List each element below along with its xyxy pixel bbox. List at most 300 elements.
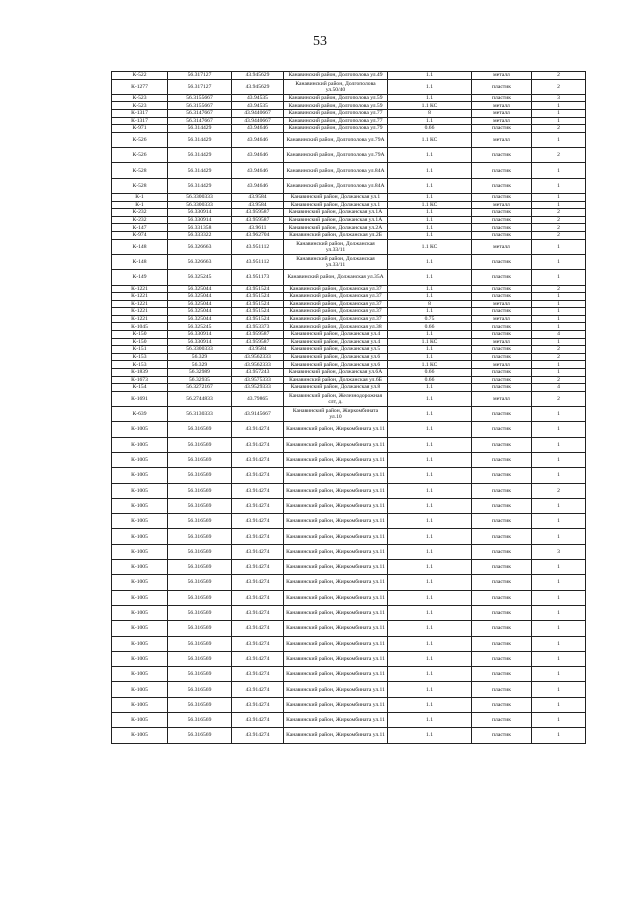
material-cell: пластик — [472, 636, 532, 651]
container-id-cell: К-1005 — [112, 483, 168, 498]
container-id-cell: К-1317 — [112, 117, 168, 125]
latitude-cell: 56.3300333 — [168, 346, 232, 354]
container-id-cell: К-639 — [112, 407, 168, 422]
table-row — [112, 621, 586, 636]
latitude-cell: 56.316569 — [168, 422, 232, 437]
longitude-cell: 43.914274 — [232, 529, 284, 544]
latitude-cell: 56.325044 — [168, 293, 232, 301]
registry-table-container — [111, 71, 585, 744]
longitude-cell: 43.9584 — [232, 194, 284, 202]
volume-cell: 1.1 — [388, 270, 472, 285]
latitude-cell: 56.3300333 — [168, 194, 232, 202]
count-cell: 4 — [532, 384, 586, 392]
address-cell: Канавинский район, Должанская ул.1А — [284, 209, 388, 217]
address-cell: Канавинский район, Жиркомбината ул.11 — [284, 575, 388, 590]
count-cell: 1 — [532, 651, 586, 666]
container-id-cell: К-1005 — [112, 713, 168, 728]
table-row — [112, 110, 586, 118]
table-row — [112, 422, 586, 437]
material-cell: пластик — [472, 697, 532, 712]
table-row — [112, 391, 586, 406]
container-id-cell: К-1005 — [112, 697, 168, 712]
longitude-cell: 43.959587 — [232, 209, 284, 217]
address-cell: Канавинский район, Долгополова ул.79А — [284, 148, 388, 163]
container-id-cell: К-1317 — [112, 110, 168, 118]
container-id-cell: К-153 — [112, 361, 168, 369]
longitude-cell: 43.914274 — [232, 560, 284, 575]
table-row — [112, 79, 586, 94]
count-cell: 1 — [532, 361, 586, 369]
volume-cell: 1.1 — [388, 560, 472, 575]
material-cell: пластик — [472, 232, 532, 240]
material-cell: пластик — [472, 178, 532, 193]
count-cell: 2 — [532, 353, 586, 361]
count-cell: 1 — [532, 529, 586, 544]
count-cell: 2 — [532, 376, 586, 384]
longitude-cell: 43.9584 — [232, 201, 284, 209]
latitude-cell: 56.316569 — [168, 621, 232, 636]
material-cell: пластик — [472, 483, 532, 498]
longitude-cell: 43.9440667 — [232, 110, 284, 118]
container-id-cell: К-528 — [112, 178, 168, 193]
container-id-cell: К-1839 — [112, 369, 168, 377]
address-cell: Канавинский район, Должанская ул.37 — [284, 300, 388, 308]
material-cell: пластик — [472, 422, 532, 437]
table-row — [112, 437, 586, 452]
count-cell: 2 — [532, 232, 586, 240]
container-id-cell: К-147 — [112, 224, 168, 232]
table-row — [112, 453, 586, 468]
container-id-cell: К-150 — [112, 331, 168, 339]
latitude-cell: 56.329 — [168, 361, 232, 369]
longitude-cell: 43.9575333 — [232, 376, 284, 384]
volume-cell: 1.1 КС — [388, 239, 472, 254]
longitude-cell: 43.951112 — [232, 254, 284, 269]
longitude-cell: 43.94646 — [232, 148, 284, 163]
latitude-cell: 56.316569 — [168, 544, 232, 559]
table-row — [112, 514, 586, 529]
count-cell: 1 — [532, 293, 586, 301]
latitude-cell: 56.330914 — [168, 331, 232, 339]
count-cell: 1 — [532, 194, 586, 202]
address-cell: Канавинский район, Долгополова ул.59 — [284, 102, 388, 110]
table-row — [112, 270, 586, 285]
container-id-cell: К-1005 — [112, 544, 168, 559]
volume-cell: 1.1 — [388, 682, 472, 697]
latitude-cell: 56.326663 — [168, 254, 232, 269]
latitude-cell: 56.326663 — [168, 239, 232, 254]
container-id-cell: К-1005 — [112, 529, 168, 544]
count-cell: 2 — [532, 483, 586, 498]
volume-cell: 1.1 — [388, 163, 472, 178]
table-row — [112, 239, 586, 254]
latitude-cell: 56.316569 — [168, 498, 232, 513]
table-row — [112, 178, 586, 193]
container-id-cell: К-1005 — [112, 728, 168, 743]
volume-cell: 1.1 — [388, 605, 472, 620]
container-id-cell: К-1005 — [112, 422, 168, 437]
address-cell: Канавинский район, Должанская ул.6 — [284, 353, 388, 361]
address-cell: Канавинский район, Жиркомбината ул.11 — [284, 453, 388, 468]
material-cell: пластик — [472, 125, 532, 133]
table-row — [112, 605, 586, 620]
latitude-cell: 56.314429 — [168, 163, 232, 178]
container-id-cell: К-151 — [112, 346, 168, 354]
address-cell: Канавинский район, Железнодорожная слт, д. — [284, 391, 388, 406]
container-id-cell: К-1221 — [112, 315, 168, 323]
container-id-cell: К-148 — [112, 239, 168, 254]
latitude-cell: 56.3155667 — [168, 94, 232, 102]
material-cell: металл — [472, 338, 532, 346]
volume-cell: 1.1 КС — [388, 102, 472, 110]
count-cell: 1 — [532, 300, 586, 308]
longitude-cell: 43.914274 — [232, 728, 284, 743]
latitude-cell: 56.316569 — [168, 575, 232, 590]
longitude-cell: 43.914274 — [232, 498, 284, 513]
latitude-cell: 56.316569 — [168, 590, 232, 605]
container-id-cell: К-154 — [112, 384, 168, 392]
count-cell: 1 — [532, 254, 586, 269]
longitude-cell: 43.9584 — [232, 346, 284, 354]
count-cell: 1 — [532, 682, 586, 697]
longitude-cell: 43.957243 — [232, 369, 284, 377]
volume-cell: 1.1 — [388, 636, 472, 651]
table-row — [112, 254, 586, 269]
address-cell: Канавинский район, Долгополова ул.77 — [284, 110, 388, 118]
material-cell: пластик — [472, 605, 532, 620]
longitude-cell: 43.914274 — [232, 575, 284, 590]
address-cell: Канавинский район, Должанская ул.38 — [284, 323, 388, 331]
volume-cell: 1.1 — [388, 224, 472, 232]
address-cell: Канавинский район, Должанская ул.1 — [284, 194, 388, 202]
count-cell: 1 — [532, 407, 586, 422]
longitude-cell: 43.951524 — [232, 300, 284, 308]
volume-cell: 1.1 — [388, 529, 472, 544]
longitude-cell: 43.951524 — [232, 285, 284, 293]
count-cell: 1 — [532, 110, 586, 118]
volume-cell: 1.1 — [388, 713, 472, 728]
table-row — [112, 125, 586, 133]
volume-cell: 1.1 — [388, 72, 472, 80]
count-cell: 2 — [532, 224, 586, 232]
volume-cell: 1.1 — [388, 254, 472, 269]
container-id-cell: К-1005 — [112, 498, 168, 513]
address-cell: Канавинский район, Должанская ул.37 — [284, 308, 388, 316]
volume-cell: 1.1 — [388, 178, 472, 193]
longitude-cell: 43.94646 — [232, 125, 284, 133]
volume-cell: 1.1 — [388, 232, 472, 240]
volume-cell: 1.1 — [388, 285, 472, 293]
volume-cell: 1.1 — [388, 544, 472, 559]
table-row — [112, 72, 586, 80]
table-row — [112, 353, 586, 361]
material-cell: пластик — [472, 384, 532, 392]
material-cell: металл — [472, 201, 532, 209]
table-row — [112, 285, 586, 293]
material-cell: пластик — [472, 209, 532, 217]
table-row — [112, 132, 586, 147]
count-cell: 2 — [532, 72, 586, 80]
container-id-cell: К-1005 — [112, 605, 168, 620]
material-cell: пластик — [472, 453, 532, 468]
material-cell: пластик — [472, 590, 532, 605]
table-row — [112, 682, 586, 697]
container-id-cell: К-1005 — [112, 590, 168, 605]
material-cell: пластик — [472, 621, 532, 636]
latitude-cell: 56.314429 — [168, 125, 232, 133]
material-cell: пластик — [472, 468, 532, 483]
count-cell: 1 — [532, 728, 586, 743]
address-cell: Канавинский район, Долгополова ул.49 — [284, 72, 388, 80]
count-cell: 1 — [532, 308, 586, 316]
longitude-cell: 43.945629 — [232, 72, 284, 80]
container-id-cell: К-522 — [112, 72, 168, 80]
latitude-cell: 56.3130333 — [168, 407, 232, 422]
material-cell: металл — [472, 110, 532, 118]
count-cell: 1 — [532, 117, 586, 125]
count-cell: 3 — [532, 544, 586, 559]
latitude-cell: 56.314429 — [168, 178, 232, 193]
latitude-cell: 56.316569 — [168, 453, 232, 468]
container-id-cell: К-526 — [112, 132, 168, 147]
latitude-cell: 56.3147667 — [168, 117, 232, 125]
address-cell: Канавинский район, Долгополова ул.59 — [284, 94, 388, 102]
table-row — [112, 315, 586, 323]
longitude-cell: 43.9611 — [232, 224, 284, 232]
longitude-cell: 43.79865 — [232, 391, 284, 406]
longitude-cell: 43.914274 — [232, 713, 284, 728]
material-cell: пластик — [472, 94, 532, 102]
longitude-cell: 43.9562333 — [232, 361, 284, 369]
longitude-cell: 43.953373 — [232, 323, 284, 331]
address-cell: Канавинский район, Должанская ул.4 — [284, 331, 388, 339]
container-id-cell: К-1005 — [112, 437, 168, 452]
table-row — [112, 498, 586, 513]
count-cell: 1 — [532, 713, 586, 728]
address-cell: Канавинский район, Жиркомбината ул.11 — [284, 605, 388, 620]
latitude-cell: 56.330914 — [168, 209, 232, 217]
container-id-cell: К-1005 — [112, 636, 168, 651]
volume-cell: 1.1 — [388, 407, 472, 422]
count-cell: 2 — [532, 79, 586, 94]
volume-cell: 1.1 — [388, 453, 472, 468]
address-cell: Канавинский район, Должанская ул.6 — [284, 361, 388, 369]
container-id-cell: К-1005 — [112, 682, 168, 697]
table-row — [112, 117, 586, 125]
volume-cell: 1.1 — [388, 79, 472, 94]
count-cell: 4 — [532, 331, 586, 339]
longitude-cell: 43.951524 — [232, 293, 284, 301]
count-cell: 2 — [532, 346, 586, 354]
volume-cell: 0.66 — [388, 369, 472, 377]
table-row — [112, 346, 586, 354]
longitude-cell: 43.951112 — [232, 239, 284, 254]
table-row — [112, 468, 586, 483]
table-row — [112, 560, 586, 575]
count-cell: 2 — [532, 148, 586, 163]
table-row — [112, 483, 586, 498]
count-cell: 1 — [532, 498, 586, 513]
address-cell: Канавинский район, Жиркомбината ул.11 — [284, 468, 388, 483]
latitude-cell: 56.316569 — [168, 437, 232, 452]
material-cell: пластик — [472, 407, 532, 422]
container-id-cell: К-1005 — [112, 453, 168, 468]
material-cell: пластик — [472, 514, 532, 529]
table-row — [112, 667, 586, 682]
material-cell: пластик — [472, 148, 532, 163]
longitude-cell: 43.94535 — [232, 94, 284, 102]
address-cell: Канавинский район, Должанская ул.37 — [284, 293, 388, 301]
latitude-cell: 56.314429 — [168, 148, 232, 163]
count-cell: 3 — [532, 94, 586, 102]
longitude-cell: 43.914274 — [232, 667, 284, 682]
latitude-cell: 56.3300333 — [168, 201, 232, 209]
longitude-cell: 43.914274 — [232, 514, 284, 529]
address-cell: Канавинский район, Жиркомбината ул.11 — [284, 437, 388, 452]
volume-cell: 1.1 — [388, 621, 472, 636]
address-cell: Канавинский район, Должанская ул.8 — [284, 384, 388, 392]
longitude-cell: 43.9145667 — [232, 407, 284, 422]
volume-cell: 1.1 — [388, 437, 472, 452]
registry-table — [111, 71, 586, 744]
address-cell: Канавинский район, Жиркомбината ул.11 — [284, 560, 388, 575]
material-cell: металл — [472, 239, 532, 254]
container-id-cell: К-1005 — [112, 514, 168, 529]
longitude-cell: 43.959587 — [232, 331, 284, 339]
count-cell: 1 — [532, 422, 586, 437]
address-cell: Канавинский район, Жиркомбината ул.11 — [284, 697, 388, 712]
latitude-cell: 56.316569 — [168, 560, 232, 575]
address-cell: Канавинский район, Жиркомбината ул.11 — [284, 529, 388, 544]
table-row — [112, 232, 586, 240]
latitude-cell: 56.317127 — [168, 79, 232, 94]
material-cell: пластик — [472, 79, 532, 94]
table-row — [112, 590, 586, 605]
latitude-cell: 56.325044 — [168, 308, 232, 316]
longitude-cell: 43.914274 — [232, 590, 284, 605]
volume-cell: 0.75 — [388, 315, 472, 323]
material-cell: металл — [472, 117, 532, 125]
table-row — [112, 361, 586, 369]
address-cell: Канавинский район, Должанская ул.1 — [284, 201, 388, 209]
volume-cell: 1.1 — [388, 308, 472, 316]
count-cell: 1 — [532, 178, 586, 193]
material-cell: пластик — [472, 667, 532, 682]
material-cell: пластик — [472, 560, 532, 575]
address-cell: Канавинский район, Должанская ул.33/11 — [284, 254, 388, 269]
address-cell: Канавинский район, Жиркомбината ул.11 — [284, 544, 388, 559]
latitude-cell: 56.316569 — [168, 667, 232, 682]
volume-cell: 1.1 — [388, 346, 472, 354]
volume-cell: 8 — [388, 110, 472, 118]
longitude-cell: 43.951524 — [232, 308, 284, 316]
container-id-cell: К-1221 — [112, 293, 168, 301]
table-row — [112, 201, 586, 209]
count-cell: 1 — [532, 605, 586, 620]
count-cell: 1 — [532, 315, 586, 323]
latitude-cell: 56.316569 — [168, 728, 232, 743]
table-row — [112, 300, 586, 308]
longitude-cell: 43.914274 — [232, 651, 284, 666]
volume-cell: 1.1 — [388, 209, 472, 217]
material-cell: пластик — [472, 308, 532, 316]
material-cell: пластик — [472, 544, 532, 559]
volume-cell: 1.1 — [388, 331, 472, 339]
table-body — [112, 72, 586, 744]
volume-cell: 1.1 — [388, 293, 472, 301]
table-row — [112, 293, 586, 301]
address-cell: Канавинский район, Должанская ул.1А — [284, 216, 388, 224]
volume-cell: 1.1 — [388, 384, 472, 392]
latitude-cell: 56.333322 — [168, 232, 232, 240]
volume-cell: 0.66 — [388, 125, 472, 133]
address-cell: Канавинский район, Жиркомбината ул.11 — [284, 590, 388, 605]
volume-cell: 1.1 — [388, 117, 472, 125]
address-cell: Канавинский район, Должанская ул.2Б — [284, 232, 388, 240]
address-cell: Канавинский район, Должанская ул.37 — [284, 315, 388, 323]
count-cell: 1 — [532, 697, 586, 712]
table-row — [112, 651, 586, 666]
longitude-cell: 43.914274 — [232, 422, 284, 437]
container-id-cell: К-523 — [112, 94, 168, 102]
material-cell: пластик — [472, 498, 532, 513]
material-cell: пластик — [472, 293, 532, 301]
address-cell: Канавинский район, Жиркомбината ул.11 — [284, 621, 388, 636]
material-cell: металл — [472, 300, 532, 308]
material-cell: пластик — [472, 163, 532, 178]
latitude-cell: 56.316569 — [168, 483, 232, 498]
longitude-cell: 43.914274 — [232, 621, 284, 636]
table-row — [112, 384, 586, 392]
longitude-cell: 43.945629 — [232, 79, 284, 94]
volume-cell: 1.1 — [388, 498, 472, 513]
container-id-cell: К-149 — [112, 270, 168, 285]
container-id-cell: К-1005 — [112, 575, 168, 590]
volume-cell: 1.1 — [388, 667, 472, 682]
container-id-cell: К-1005 — [112, 667, 168, 682]
volume-cell: 1.1 — [388, 148, 472, 163]
container-id-cell: К-1221 — [112, 285, 168, 293]
table-row — [112, 369, 586, 377]
latitude-cell: 56.316569 — [168, 636, 232, 651]
count-cell: 1 — [532, 636, 586, 651]
material-cell: пластик — [472, 713, 532, 728]
table-row — [112, 544, 586, 559]
longitude-cell: 43.959587 — [232, 216, 284, 224]
address-cell: Канавинский район, Должанская ул.4 — [284, 338, 388, 346]
longitude-cell: 43.9440667 — [232, 117, 284, 125]
material-cell: металл — [472, 361, 532, 369]
count-cell: 1 — [532, 437, 586, 452]
volume-cell: 0.66 — [388, 376, 472, 384]
address-cell: Канавинский район, Должанская ул.37 — [284, 285, 388, 293]
address-cell: Канавинский район, Жиркомбината ул.11 — [284, 667, 388, 682]
latitude-cell: 56.330914 — [168, 338, 232, 346]
material-cell: пластик — [472, 346, 532, 354]
material-cell: пластик — [472, 376, 532, 384]
latitude-cell: 56.325044 — [168, 285, 232, 293]
table-row — [112, 94, 586, 102]
address-cell: Канавинский район, Должанская ул.33/11 — [284, 239, 388, 254]
count-cell: 2 — [532, 285, 586, 293]
address-cell: Канавинский район, Жиркомбината ул.11 — [284, 728, 388, 743]
count-cell: 1 — [532, 338, 586, 346]
count-cell: 1 — [532, 201, 586, 209]
container-id-cell: К-232 — [112, 209, 168, 217]
material-cell: пластик — [472, 331, 532, 339]
latitude-cell: 56.325044 — [168, 315, 232, 323]
address-cell: Канавинский район, Должанская ул.2А — [284, 224, 388, 232]
